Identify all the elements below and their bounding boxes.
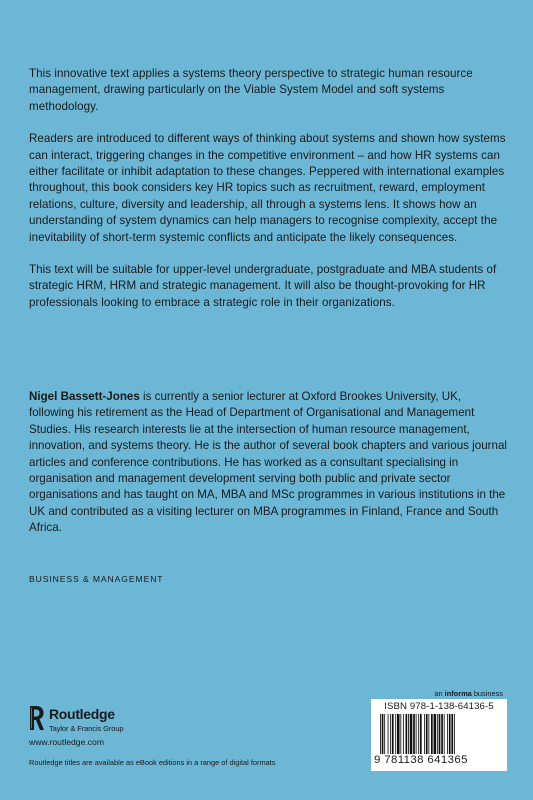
barcode-bar — [380, 714, 381, 754]
barcode-bar — [408, 714, 409, 754]
barcode-bar — [420, 714, 422, 754]
barcode-bar — [424, 714, 425, 754]
barcode-bar — [392, 714, 394, 754]
barcode-bar — [388, 714, 389, 754]
barcode-bar — [439, 714, 441, 754]
barcode-bar — [400, 714, 401, 754]
barcode-bar — [403, 714, 404, 754]
description-paragraph-2: Readers are introduced to different ways of thinking about systems and shown how systems can interact, triggering changes in the competitive environment – and how HR systems can either facilitate or inhibit adaptation to these changes. Peppered with international examples throughout, this book considers key HR topics such as recruitment, reward, employment relations, culture, diversity and leadership, all through a systems lens. It shows how an understanding of system dynamics can help managers to recognise complexity, accept the inevitability of short-term systemic conflicts and anticipate the likely consequences. — [29, 132, 506, 244]
barcode-bar — [395, 714, 396, 754]
informa-suffix: business — [471, 689, 503, 698]
routledge-r-icon — [29, 705, 44, 731]
isbn-number: ISBN 978-1-138-64136-5 — [384, 701, 494, 712]
informa-brand: informa — [444, 689, 472, 698]
barcode-bar — [418, 714, 419, 754]
barcode-bar — [413, 714, 415, 754]
publisher-logo — [29, 705, 169, 737]
barcode-bars — [380, 714, 502, 754]
informa-prefix: an — [434, 689, 445, 698]
barcode-bar — [426, 714, 428, 754]
ebook-note: Routledge titles are available as eBook editions in a range of digital formats — [29, 758, 276, 767]
publisher-website: www.routledge.com — [29, 737, 104, 747]
barcode-bar — [437, 714, 438, 754]
barcode-bar — [410, 714, 413, 754]
author-name: Nigel Bassett-Jones — [29, 390, 140, 403]
barcode-bar — [428, 714, 429, 754]
description — [29, 66, 507, 327]
barcode-bar — [416, 714, 417, 754]
author-bio-text: is currently a senior lecturer at Oxford Brookes University, UK, following his retirement as the Head of Department of Organisational and Management Studies. His research interests lie at the intersection of human resource management, innovation, and systems theory. He is the author of several book chapters and various journal articles and conference contributions. He has worked as a consultant specialising in organisation and management development serving both public and private sector organisations and has taught on MA, MBA and MSc programmes in various institutions in the UK and contributed as a visiting lecturer on MBA programmes in Finland, France and South Africa. — [29, 390, 507, 535]
description-paragraph-3: This text will be suitable for upper-level undergraduate, postgraduate and MBA students of strategic HRM, HRM and strategic management. It will also be thought-provoking for HR professionals looking to embrace a strategic role in their organizations. — [29, 263, 497, 309]
barcode-bar — [444, 714, 445, 754]
author-bio — [29, 389, 507, 537]
barcode-bar — [441, 714, 443, 754]
barcode-bar — [451, 714, 453, 754]
barcode-bar — [406, 714, 408, 754]
barcode-bar — [434, 714, 437, 754]
isbn-barcode — [371, 699, 507, 771]
informa-business-mark — [434, 689, 503, 698]
barcode-bar — [390, 714, 391, 754]
barcode-bar — [382, 714, 384, 754]
description-paragraph-1: This innovative text applies a systems theory perspective to strategic human resource management, drawing particularly on the Viable System Model and soft systems methodology. — [29, 67, 473, 113]
publisher-name: Routledge — [49, 706, 115, 722]
subject-category: BUSINESS & MANAGEMENT — [29, 574, 164, 584]
publisher-group: Taylor & Francis Group — [49, 724, 124, 733]
barcode-bar — [447, 714, 448, 754]
barcode-digits: 9 781138 641365 — [374, 754, 468, 766]
barcode-bar — [431, 714, 433, 754]
barcode-bar — [397, 714, 400, 754]
barcode-bar — [454, 714, 455, 754]
barcode-bar — [384, 714, 385, 754]
barcode-bar — [449, 714, 451, 754]
